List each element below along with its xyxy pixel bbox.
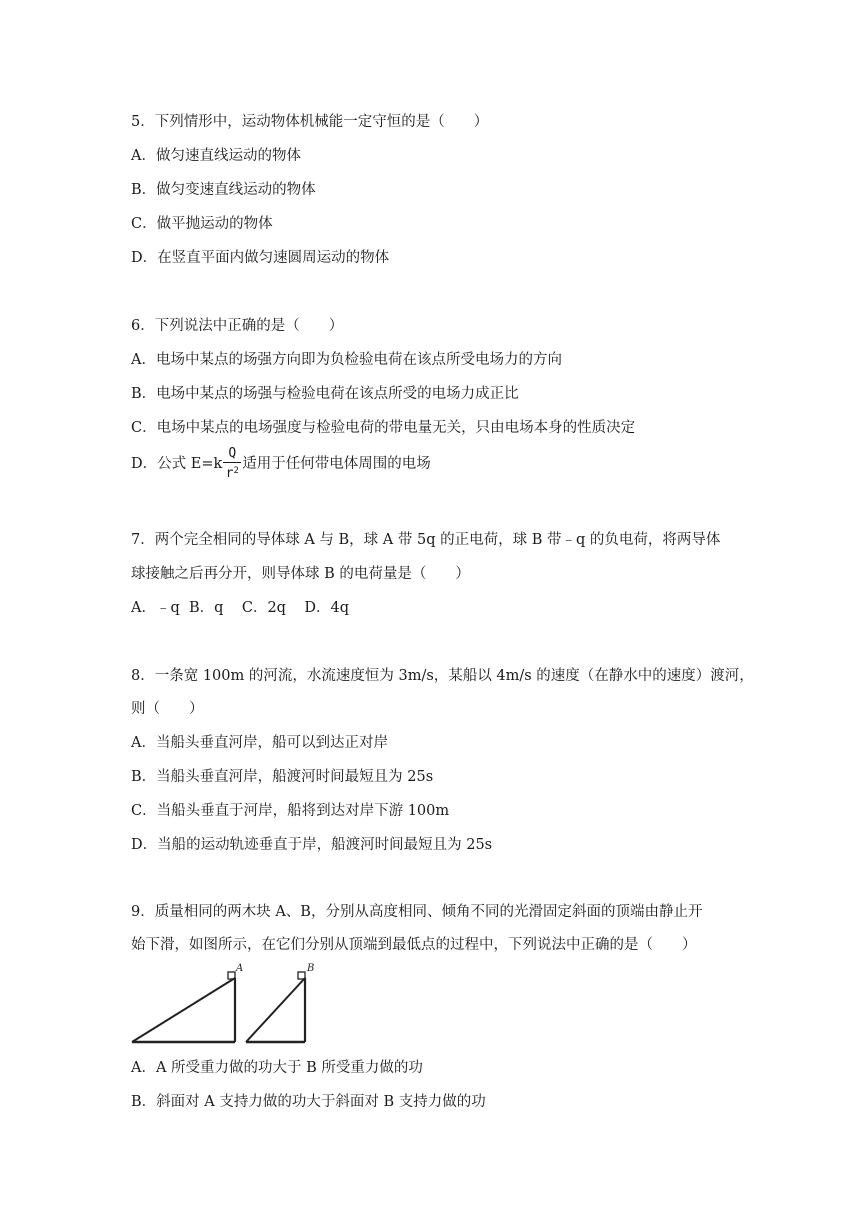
q6-option-d-suffix: 适用于任何带电体周围的电场 bbox=[242, 456, 431, 472]
q6-option-d-prefix: D．公式 E=k bbox=[131, 456, 223, 472]
label-b: B bbox=[307, 963, 315, 974]
formula-exponent: 2 bbox=[233, 466, 239, 476]
q5-option-c: C．做平抛运动的物体 bbox=[131, 216, 273, 232]
incline-b-slope bbox=[246, 978, 305, 1042]
q8-stem-line2: 则（ ） bbox=[131, 701, 204, 717]
q8-option-c: C．当船头垂直于河岸，船将到达对岸下游 100m bbox=[131, 803, 450, 819]
fraction-bar bbox=[223, 462, 241, 463]
q6-option-a: A．电场中某点的场强方向即为负检验电荷在该点所受电场力的方向 bbox=[131, 352, 562, 368]
q6-option-b: B．电场中某点的场强与检验电荷在该点所受的电场力成正比 bbox=[131, 386, 519, 402]
q9-option-a: A．A 所受重力做的功大于 B 所受重力做的功 bbox=[131, 1060, 423, 1076]
q7-stem-line2: 球接触之后再分开，则导体球 B 的电荷量是（ ） bbox=[131, 566, 470, 582]
q8-option-a: A．当船头垂直河岸，船可以到达正对岸 bbox=[131, 735, 388, 751]
q8-option-b: B．当船头垂直河岸，船渡河时间最短且为 25s bbox=[131, 769, 434, 785]
q5-option-d: D．在竖直平面内做匀速圆周运动的物体 bbox=[131, 250, 390, 266]
formula-denominator bbox=[223, 464, 241, 481]
q8-stem-line1: 8．一条宽 100m 的河流，水流速度恒为 3m/s，某船以 4m/s 的速度（在静水中的速度）渡河， bbox=[131, 668, 754, 684]
incline-a-slope bbox=[132, 978, 235, 1042]
q9-stem-line2: 始下滑，如图所示，在它们分别从顶端到最低点的过程中，下列说法中正确的是（ ） bbox=[131, 937, 697, 953]
q9-stem-line1: 9．质量相同的两木块 A、B，分别从高度相同、倾角不同的光滑固定斜面的顶端由静止开 bbox=[131, 904, 703, 920]
formula-numerator: Q bbox=[228, 446, 237, 461]
incline-figure bbox=[131, 962, 331, 1048]
q5-option-b: B．做匀变速直线运动的物体 bbox=[131, 182, 316, 198]
q5-stem: 5．下列情形中，运动物体机械能一定守恒的是（ ） bbox=[131, 114, 489, 130]
q6-stem: 6．下列说法中正确的是（ ） bbox=[131, 318, 344, 334]
q6-option-d bbox=[131, 444, 431, 484]
q8-option-d: D．当船的运动轨迹垂直于岸，船渡河时间最短且为 25s bbox=[131, 837, 493, 853]
q9-option-b: B．斜面对 A 支持力做的功大于斜面对 B 支持力做的功 bbox=[131, 1094, 486, 1110]
coulomb-formula bbox=[223, 447, 241, 481]
label-a: A bbox=[236, 963, 244, 974]
q7-options: A．﹣q B．q C．2q D．4q bbox=[131, 600, 350, 616]
formula-denominator-base: r bbox=[225, 466, 234, 481]
q7-stem-line1: 7．两个完全相同的导体球 A 与 B，球 A 带 5q 的正电荷，球 B 带﹣q 的负电荷，将两导体 bbox=[131, 532, 721, 548]
q5-option-a: A．做匀速直线运动的物体 bbox=[131, 148, 301, 164]
q6-option-c: C．电场中某点的电场强度与检验电荷的带电量无关，只由电场本身的性质决定 bbox=[131, 420, 636, 436]
